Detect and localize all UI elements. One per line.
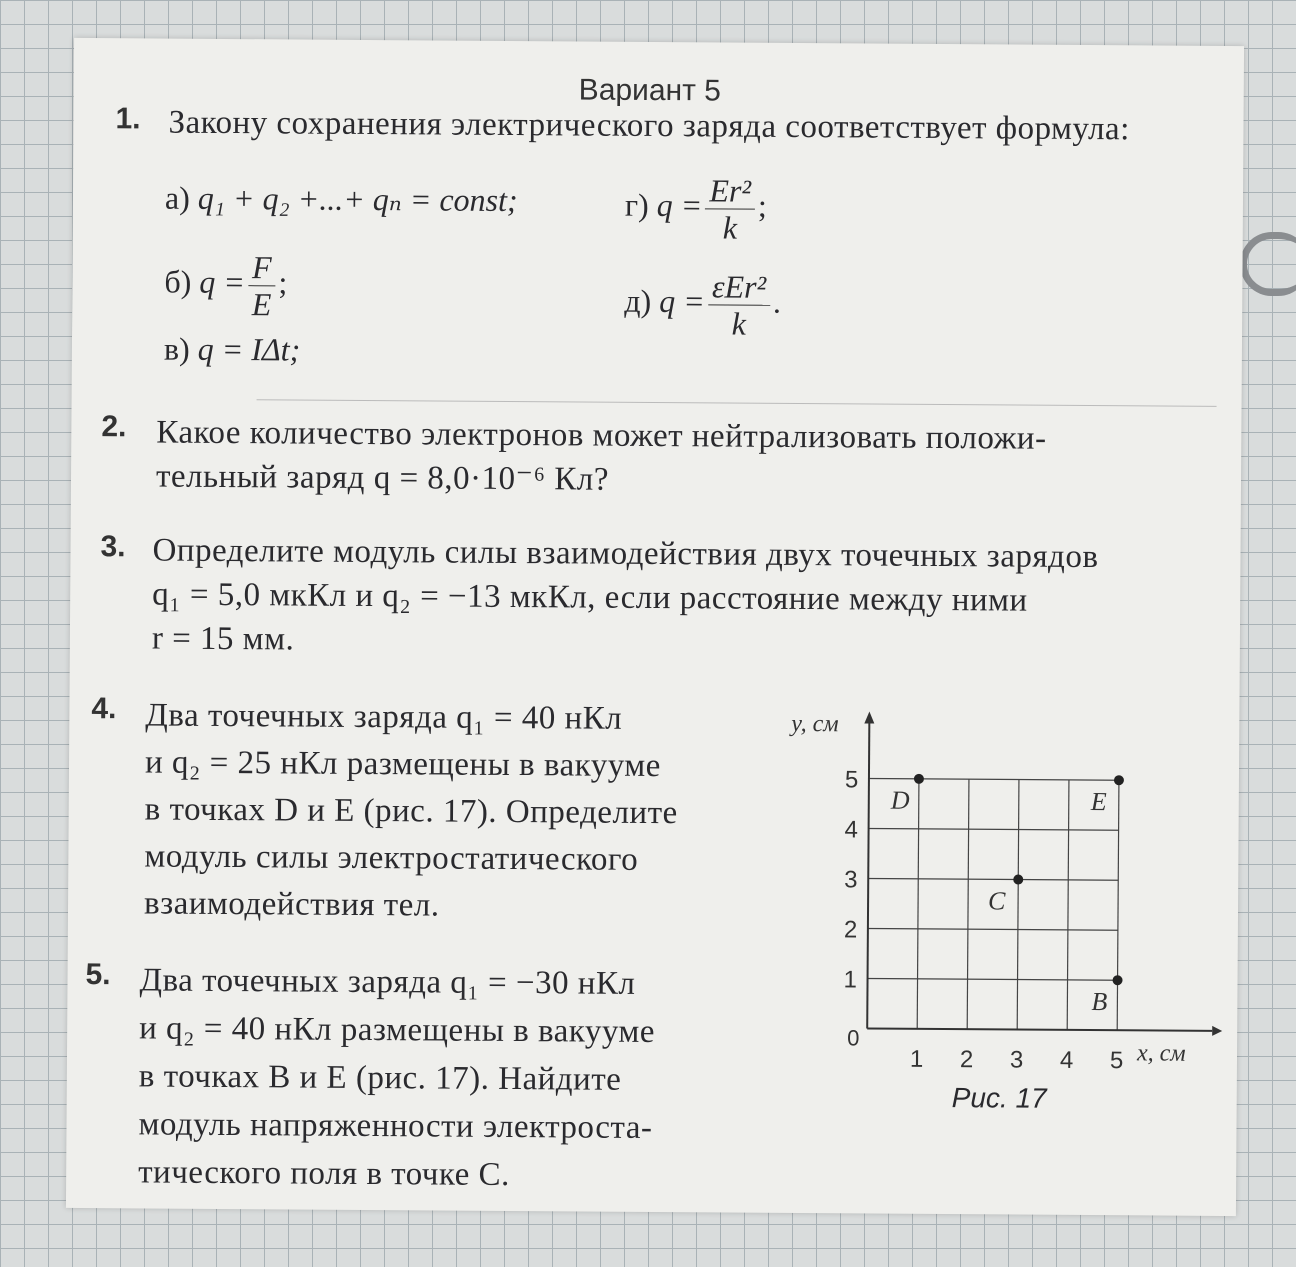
divider-line xyxy=(257,399,1217,407)
q5-line-1: Два точечных заряда q₁ = −30 нКл xyxy=(139,962,636,1002)
q1-g-fraction xyxy=(705,172,755,245)
q1-option-g xyxy=(625,172,767,246)
q3-line-2: q₁ = 5,0 мкКл и q₂ = −13 мкКл, если расстояние между ними xyxy=(152,576,1028,619)
q5-text xyxy=(138,956,656,1200)
grid-line-vertical xyxy=(1017,780,1019,1030)
figure-17-graph xyxy=(767,703,1230,1106)
q3-text xyxy=(152,528,1099,667)
y-axis-label: y, см xyxy=(791,710,839,738)
point-label-c: C xyxy=(987,886,1006,916)
point-label-b: B xyxy=(1091,987,1108,1017)
q1-v-formula: q = IΔt; xyxy=(197,330,301,368)
q4-line-1: Два точечных заряда q₁ = 40 нКл xyxy=(145,697,623,737)
y-tick-label: 5 xyxy=(844,766,859,794)
q1-option-b xyxy=(164,249,287,323)
q1-d-label: д) xyxy=(624,282,652,319)
q2-number: 2. xyxy=(101,410,127,444)
point-label-d: D xyxy=(890,785,910,815)
q5-line-4: модуль напряженности электроста- xyxy=(138,1106,653,1146)
figure-caption: Рис. 17 xyxy=(951,1082,1047,1114)
q2-text xyxy=(156,411,1047,505)
q1-d-numerator: εEr² xyxy=(708,268,770,305)
x-tick-label: 4 xyxy=(1059,1046,1074,1074)
x-tick-label: 1 xyxy=(909,1045,924,1073)
grid-line-horizontal xyxy=(868,878,1118,880)
grid-line-vertical xyxy=(1067,780,1069,1030)
q3-line-1: Определите модуль силы взаимодействия двух точечных зарядов xyxy=(152,532,1099,576)
point-d xyxy=(914,774,924,784)
y-tick-label: 2 xyxy=(843,916,858,944)
grid-line-horizontal xyxy=(869,778,1119,780)
x-axis-arrow xyxy=(1212,1026,1222,1036)
q4-number: 4. xyxy=(91,692,117,726)
q1-g-lhs: q = xyxy=(656,186,703,224)
point-b xyxy=(1113,975,1123,985)
point-e xyxy=(1114,775,1124,785)
q5-line-2: и q₂ = 40 нКл размещены в вакууме xyxy=(139,1010,656,1051)
q1-b-end: ; xyxy=(278,264,288,301)
q1-option-v xyxy=(164,331,301,369)
q4-line-5: взаимодействия тел. xyxy=(143,885,440,924)
origin-label: 0 xyxy=(847,1025,860,1051)
q1-g-end: ; xyxy=(757,187,767,224)
point-label-e: E xyxy=(1090,787,1107,817)
grid-line-horizontal xyxy=(868,978,1118,980)
q1-d-fraction xyxy=(708,268,771,341)
q1-a-label: а) xyxy=(164,179,190,216)
q1-d-lhs: q = xyxy=(659,282,705,320)
x-tick-label: 5 xyxy=(1109,1047,1124,1075)
y-axis-arrow xyxy=(864,711,874,723)
q4-line-3: в точках D и E (рис. 17). Определите xyxy=(144,791,678,832)
q1-b-numerator: F xyxy=(248,249,276,286)
q1-number: 1. xyxy=(115,102,141,136)
y-axis xyxy=(867,721,869,1028)
x-axis xyxy=(867,1028,1212,1030)
q1-text: Закону сохранения электрического заряда соответствует формула: xyxy=(168,104,1130,148)
q4-text xyxy=(144,692,679,931)
worksheet xyxy=(66,38,1244,1216)
q1-d-end: . xyxy=(772,283,782,320)
q2-line-2: тельный заряд q = 8,0·10⁻⁶ Кл? xyxy=(155,458,610,498)
q1-option-d xyxy=(624,268,781,342)
x-tick-label: 3 xyxy=(1009,1046,1024,1074)
y-tick-label: 4 xyxy=(844,816,859,844)
q1-d-denominator: k xyxy=(731,305,746,342)
grid-line-vertical xyxy=(967,779,969,1029)
grid-line-horizontal xyxy=(869,828,1119,830)
q2-line-1: Какое количество электронов может нейтрализовать положи- xyxy=(156,414,1047,457)
grid-line-horizontal xyxy=(868,928,1118,930)
q1-b-fraction xyxy=(248,249,276,322)
grid-line-vertical xyxy=(1117,780,1119,1030)
q1-b-denominator: E xyxy=(251,286,272,323)
q1-v-label: в) xyxy=(163,330,190,367)
q1-b-lhs: q = xyxy=(199,263,246,300)
q5-line-5: тического поля в точке C. xyxy=(138,1154,510,1193)
q1-g-label: г) xyxy=(624,186,649,223)
q4-line-2: и q₂ = 25 нКл размещены в вакууме xyxy=(144,744,661,785)
x-axis-label: x, см xyxy=(1136,1040,1186,1067)
q4-line-4: модуль силы электростатического xyxy=(144,838,639,878)
q3-line-3: r = 15 мм. xyxy=(151,620,295,658)
q1-b-label: б) xyxy=(164,263,192,300)
x-tick-label: 2 xyxy=(959,1046,974,1074)
grid-line-vertical xyxy=(917,779,919,1029)
variant-title: Вариант 5 xyxy=(578,73,722,108)
q5-line-3: в точках B и E (рис. 17). Найдите xyxy=(138,1058,622,1098)
q1-a-formula: q₁ + q₂ +...+ qₙ = const; xyxy=(197,179,518,219)
q5-number: 5. xyxy=(85,958,111,992)
y-tick-label: 3 xyxy=(844,866,858,894)
y-tick-label: 1 xyxy=(843,966,857,994)
q3-number: 3. xyxy=(100,530,126,564)
point-c xyxy=(1013,875,1023,885)
binder-clip xyxy=(1240,232,1296,296)
q1-option-a xyxy=(165,179,518,219)
q1-g-numerator: Er² xyxy=(705,172,755,209)
q1-g-denominator: k xyxy=(722,209,738,246)
